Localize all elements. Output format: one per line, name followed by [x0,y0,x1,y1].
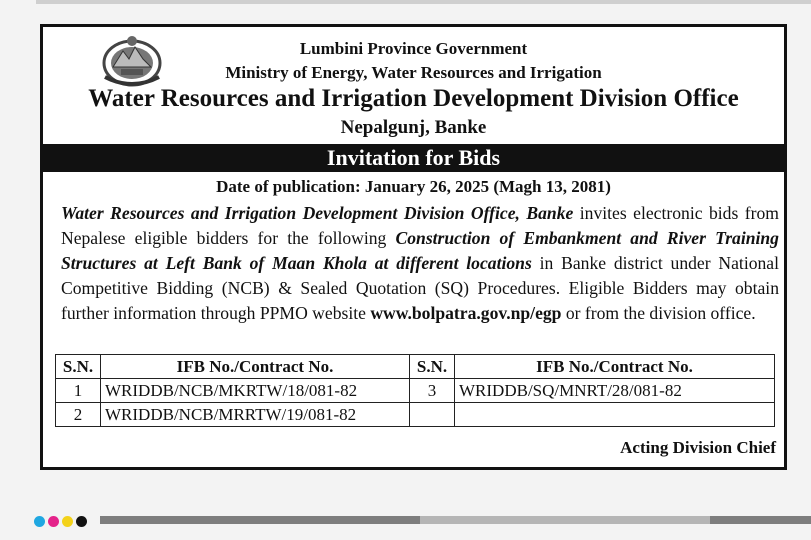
notice-body [61,201,779,326]
website-link[interactable]: www.bolpatra.gov.np/egp [370,303,562,323]
contracts-table [55,354,775,427]
color-dot [34,516,45,527]
scroll-bar[interactable] [100,516,811,524]
row-contract-no: WRIDDB/SQ/MNRT/28/081-82 [455,379,775,403]
header-ifb-1: IFB No./Contract No. [101,355,410,379]
body-project: Construction of Embankment and River Training Structures at Left Bank of Maan Khola at different locations [61,228,779,273]
signature: Acting Division Chief [620,438,776,457]
color-dot [76,516,87,527]
body-text-3: or from the division office. [561,303,756,323]
office-title: Water Resources and Irrigation Development Division Office [88,85,739,112]
table-row [56,403,775,427]
color-dots [34,516,87,527]
table-header-row [56,355,775,379]
publication-date: Date of publication: January 26, 2025 (Magh 13, 2081) [216,177,611,196]
row-contract-no: WRIDDB/NCB/MRRTW/19/081-82 [101,403,410,427]
header-ifb-2: IFB No./Contract No. [455,355,775,379]
row-contract-no [455,403,775,427]
top-rule [36,0,811,4]
color-dot [62,516,73,527]
row-sn: 2 [56,403,101,427]
government-name: Lumbini Province Government [299,39,528,58]
row-sn [410,403,455,427]
row-sn: 3 [410,379,455,403]
ministry-name: Ministry of Energy, Water Resources and Irrigation [225,63,602,82]
color-dot [48,516,59,527]
row-contract-no: WRIDDB/NCB/MKRTW/18/081-82 [101,379,410,403]
scroll-bar-segment [420,516,710,524]
body-office-name: Water Resources and Irrigation Development Division Office, Banke [61,203,574,223]
office-location: Nepalgunj, Banke [340,117,487,138]
bid-notice [40,24,787,470]
header-sn-2: S.N. [410,355,455,379]
body-text-1: invites electronic bids from Nepalese eligible bidders for the following [61,203,779,248]
table-row [56,379,775,403]
body-text-2: in Banke district under National Competitive Bidding (NCB) & Sealed Quotation (SQ) Procedures. Eligible Bidders may obtain further information through PPMO website [61,253,779,323]
header-sn-1: S.N. [56,355,101,379]
notice-banner: Invitation for Bids [43,144,784,172]
row-sn: 1 [56,379,101,403]
